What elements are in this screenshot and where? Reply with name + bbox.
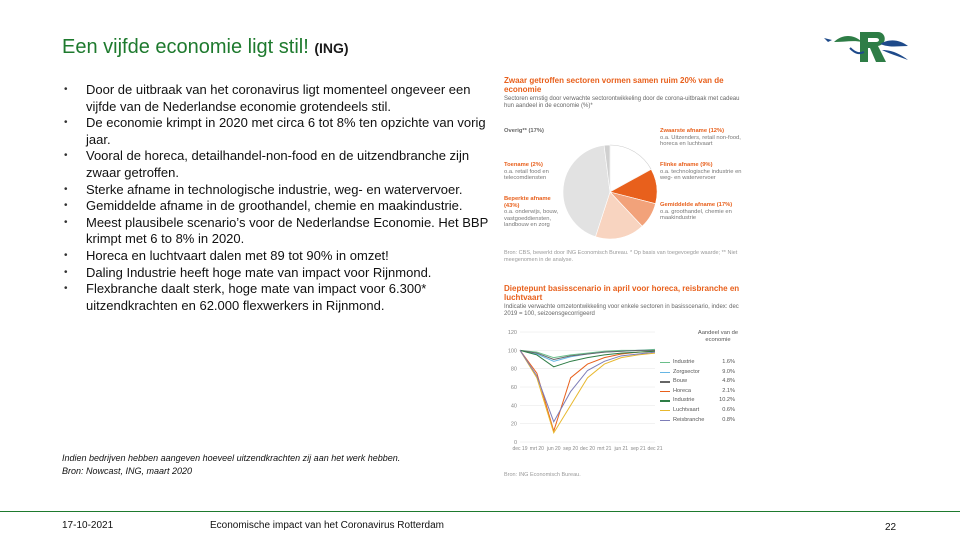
pie-label-title: Toename (2%): [504, 162, 543, 168]
title-main: Een vijfde economie ligt stil!: [62, 36, 309, 58]
pie-label-title: Beperkte afname (43%): [504, 196, 551, 209]
legend-swatch: [660, 381, 670, 382]
pie-label-title: Gemiddelde afname (17%): [660, 202, 733, 208]
pie-label-title: Overig** (17%): [504, 128, 544, 134]
footer-title: Economische impact van het Coronavirus Rotterdam: [210, 520, 444, 531]
y-tick-label: 0: [513, 440, 517, 446]
pie-label-text: o.a. retail food en telecomdiensten: [504, 168, 549, 182]
title-source: (ING): [314, 40, 349, 56]
legend-item: [660, 358, 735, 368]
legend-name: Bouw: [673, 378, 687, 385]
series-line-reisbranche: [520, 350, 655, 422]
legend-swatch: [660, 362, 670, 363]
y-tick-label: 80: [510, 366, 517, 373]
legend-swatch: [660, 400, 670, 401]
pie-label-title: Zwaarste afname (12%): [660, 128, 725, 134]
legend-value: 10.2%: [719, 397, 735, 404]
legend-name: Industrie: [673, 359, 695, 365]
legend-name: Zorgsector: [673, 368, 700, 375]
line-chart-subtitle: Indicatie verwachte omzetontwikkeling voor enkele sectoren in basisscenario, index: dec 2019 = 100, seizoensgecorrigeerd: [504, 304, 739, 317]
legend-value: 2.1%: [722, 387, 735, 394]
pie-chart-title: Zwaar getroffen sectoren vormen samen ruim 20% van de economie: [504, 76, 724, 94]
bullet-item: • Horeca en luchtvaart dalen met 89 tot 90% in omzet!: [62, 248, 490, 265]
pie-label-text: o.a. technologische industrie en weg- en watervervoer: [660, 168, 742, 182]
legend-value: 1.6%: [722, 359, 735, 365]
line-source: Bron: ING Economisch Bureau.: [504, 472, 581, 478]
pie-label-text: o.a. onderwijs, bouw, vastgoeddiensten, landbouw en zorg: [504, 209, 559, 229]
line-chart-legend: [660, 358, 735, 425]
pie-label-title: Flinke afname (9%): [660, 162, 713, 168]
bullet-item: • Vooral de horeca, detailhandel-non-food en de uitzendbranche zijn zwaar getroffen.: [62, 148, 490, 181]
legend-item: [660, 406, 735, 416]
legend-swatch: [660, 372, 670, 373]
legend-name: Horeca: [673, 387, 692, 394]
bullet-item: • Gemiddelde afname in de groothandel, chemie en maakindustrie.: [62, 198, 490, 215]
pie-label-overig: [504, 128, 544, 135]
legend-item: [660, 377, 735, 387]
x-tick-label: jun 21: [614, 446, 629, 452]
bullet-item: • De economie krimpt in 2020 met circa 6 tot 8% ten opzichte van vorig jaar.: [62, 115, 490, 148]
pie-source: Bron: CBS, bewerkt door ING Economisch Bureau. * Op basis van toegevoegde waarde; ** Niet meegenomen in de analyse.: [504, 250, 738, 263]
legend-item: [660, 368, 735, 378]
footer-divider: [0, 511, 960, 512]
pie-label-zwaarste: [660, 128, 750, 148]
legend-swatch: [660, 391, 670, 392]
pie-label-beperkt: [504, 196, 564, 229]
bullet-item: • Flexbranche daalt sterk, hoge mate van impact voor 6.300* uitzendkrachten en 62.000 flexwerkers in Rijnmond.: [62, 281, 490, 314]
pie-chart-subtitle: Sectoren ernstig door verwachte sectorontwikkeling door de corona-uitbraak met cadeau hun aandeel in de economie (%)*: [504, 96, 740, 109]
legend-name: Reisbranche: [673, 416, 705, 423]
x-tick-label: dec 21: [647, 446, 663, 452]
footer-date: 17-10-2021: [62, 520, 114, 531]
footnote: [62, 452, 400, 478]
legend-header: Aandeel van de economie: [697, 330, 739, 343]
legend-value: 0.8%: [722, 416, 735, 423]
series-line-luchtvaart: [520, 350, 655, 433]
pie-label-flinke: [660, 162, 750, 182]
footnote-line: Indien bedrijven hebben aangeven hoeveel uitzendkrachten zij aan het werk hebben.: [62, 453, 401, 463]
x-tick-label: dec 20: [579, 446, 596, 452]
legend-item: [660, 416, 735, 426]
pie-label-gemiddeld: [660, 202, 750, 222]
rotterdam-logo-icon: [820, 24, 912, 70]
bullet-item: • Door de uitbraak van het coronavirus ligt momenteel ongeveer een vijfde van de Nederlandse economie grotendeels stil.: [62, 82, 490, 115]
x-tick-label: jun 20: [546, 446, 561, 452]
x-tick-label: sep 21: [630, 446, 646, 452]
y-tick-label: 40: [510, 403, 517, 410]
legend-value: 4.8%: [722, 378, 735, 385]
page-title: [62, 36, 349, 59]
bullet-list: [62, 82, 490, 314]
ing-figure: [500, 72, 750, 482]
x-tick-label: sep 20: [563, 446, 579, 452]
legend-item: [660, 396, 735, 406]
bullet-item: • Meest plausibele scenario’s voor de Nederlandse Economie. Het BBP krimpt met 6 to 8% in 2020.: [62, 215, 490, 248]
series-line-horeca: [520, 350, 655, 431]
page-number: 22: [885, 522, 897, 533]
y-tick-label: 100: [507, 348, 517, 355]
line-chart: [500, 324, 663, 454]
footnote-source: Bron: Nowcast, ING, maart 2020: [62, 466, 193, 476]
pie-label-text: o.a. Uitzenders, retail non-food, horeca en luchtvaart: [660, 134, 741, 148]
legend-swatch: [660, 410, 670, 411]
x-tick-label: mrt 20: [529, 446, 544, 452]
y-tick-label: 60: [510, 385, 517, 391]
y-tick-label: 120: [507, 330, 517, 336]
bullet-item: • Daling Industrie heeft hoge mate van impact voor Rijnmond.: [62, 265, 490, 282]
legend-name: Luchtvaart: [673, 406, 700, 413]
line-chart-title: Dieptepunt basisscenario in april voor horeca, reisbranche en luchtvaart: [504, 284, 740, 302]
pie-label-text: o.a. groothandel, chemie en maakindustrie: [660, 208, 732, 222]
legend-item: [660, 387, 735, 397]
legend-name: Industrie: [673, 397, 695, 404]
pie-label-toename: [504, 162, 562, 182]
legend-swatch: [660, 420, 670, 421]
x-tick-label: mrt 21: [597, 446, 612, 452]
legend-value: 0.6%: [722, 406, 735, 413]
legend-value: 9.0%: [722, 368, 735, 375]
y-tick-label: 20: [510, 421, 517, 428]
pie-chart: [560, 142, 660, 242]
x-tick-label: dec 19: [512, 446, 528, 452]
bullet-item: • Sterke afname in technologische industrie, weg- en watervervoer.: [62, 182, 490, 199]
